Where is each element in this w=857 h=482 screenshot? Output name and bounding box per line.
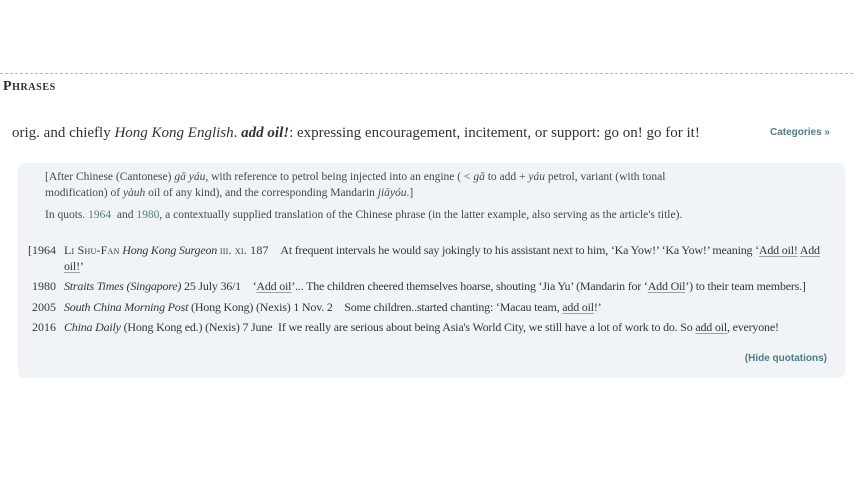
text-segment: gā [473, 171, 485, 183]
section-divider [0, 73, 853, 74]
text-segment: At frequent intervals he would say jokingly to his assistant next to him, ‘Ka Yow!’ ‘Ka Yow!’ meaning ‘ [268, 243, 759, 257]
quotation-date: 2016 [32, 320, 56, 335]
text-segment: China Daily [64, 320, 121, 335]
text-segment: ’... The children cheered themselves hoarse, shouting ‘Jia Yu’ (Mandarin for ‘ [291, 279, 648, 294]
quotation-list [22, 243, 842, 341]
text-segment: ’ [79, 258, 84, 273]
text-segment: Li Shu-Fan [64, 243, 120, 257]
text-segment: , everyone! [726, 320, 779, 335]
sense-lemma: add oil! [241, 125, 290, 141]
sense-intro: orig. and chiefly [12, 125, 115, 141]
text-segment: (Hong Kong) (Nexis) 1 Nov. 2 Some children..started chanting: ‘Macau team, [188, 299, 563, 314]
text-segment: (Hong Kong ed.) (Nexis) 7 June If we really are serious about being Asia's World City, we still have a lot of work to do. So [120, 320, 696, 335]
text-segment: yàuh [122, 187, 146, 200]
text-segment: .] [406, 187, 414, 200]
categories-link[interactable]: Categories » [769, 127, 830, 138]
quotation-row [22, 300, 842, 316]
keyword-highlight: Add oil! [64, 243, 820, 273]
sense-definition [4, 123, 709, 145]
text-segment: yáu [528, 171, 545, 183]
text-segment: [After Chinese (Cantonese) [45, 171, 175, 183]
quotation-date: 1980 [32, 279, 56, 294]
text-segment: oil of any kind), and the corresponding Mandarin [145, 187, 378, 200]
text-segment: and [111, 209, 137, 221]
text-segment: Straits Times (Singapore) [64, 279, 182, 294]
hide-quotations-link[interactable]: (Hide quotations) [744, 353, 827, 364]
keyword-highlight: Add oil! [758, 243, 798, 257]
keyword-highlight: add oil [695, 320, 727, 335]
quotation-row [22, 279, 842, 295]
text-segment: gā yáu [174, 171, 206, 183]
sense-variety-label: Hong Kong English [114, 125, 234, 141]
quotations-note [45, 207, 780, 223]
quotation-text [64, 243, 842, 274]
text-segment: !’ [593, 299, 602, 314]
text-segment: South China Morning Post [64, 299, 189, 314]
text-segment: ’) to their team members.] [685, 279, 806, 294]
text-segment: to add + [484, 171, 529, 183]
year-link[interactable]: 1964 [88, 209, 112, 221]
text-segment: , with reference to petrol being injected into an engine ( < [205, 171, 474, 183]
text-segment: , a contextually supplied translation of the Chinese phrase (in the latter example, also serving as the article's title). [159, 209, 683, 221]
sense-definition-text: : expressing encouragement, incitement, or support: go on! go for it! [289, 125, 700, 141]
quotation-date: [1964 [28, 243, 56, 257]
text-segment: petrol, variant (with tonal modification) of [45, 171, 666, 200]
text-segment: iii. xi. 187 [219, 243, 269, 257]
quotation-text [64, 320, 842, 336]
sense-separator: . [233, 125, 242, 141]
year-link[interactable]: 1980 [136, 209, 160, 221]
quotation-text [64, 279, 842, 295]
keyword-highlight: Add oil [256, 279, 292, 294]
text-segment: jiāyóu [377, 187, 407, 200]
etymology-note [45, 169, 693, 201]
text-segment: Hong Kong Surgeon [122, 243, 218, 257]
quotation-row [22, 320, 842, 336]
phrases-section-heading: Phrases [3, 79, 56, 94]
text-segment: In quots. [45, 209, 89, 221]
quotation-text [64, 300, 842, 316]
keyword-highlight: Add Oil [647, 279, 686, 294]
entry-detail-panel [18, 163, 845, 378]
quotation-date: 2005 [32, 299, 56, 314]
keyword-highlight: add oil [562, 299, 594, 314]
text-segment: 25 July 36/1 ‘ [181, 279, 257, 294]
quotation-row [22, 243, 842, 274]
